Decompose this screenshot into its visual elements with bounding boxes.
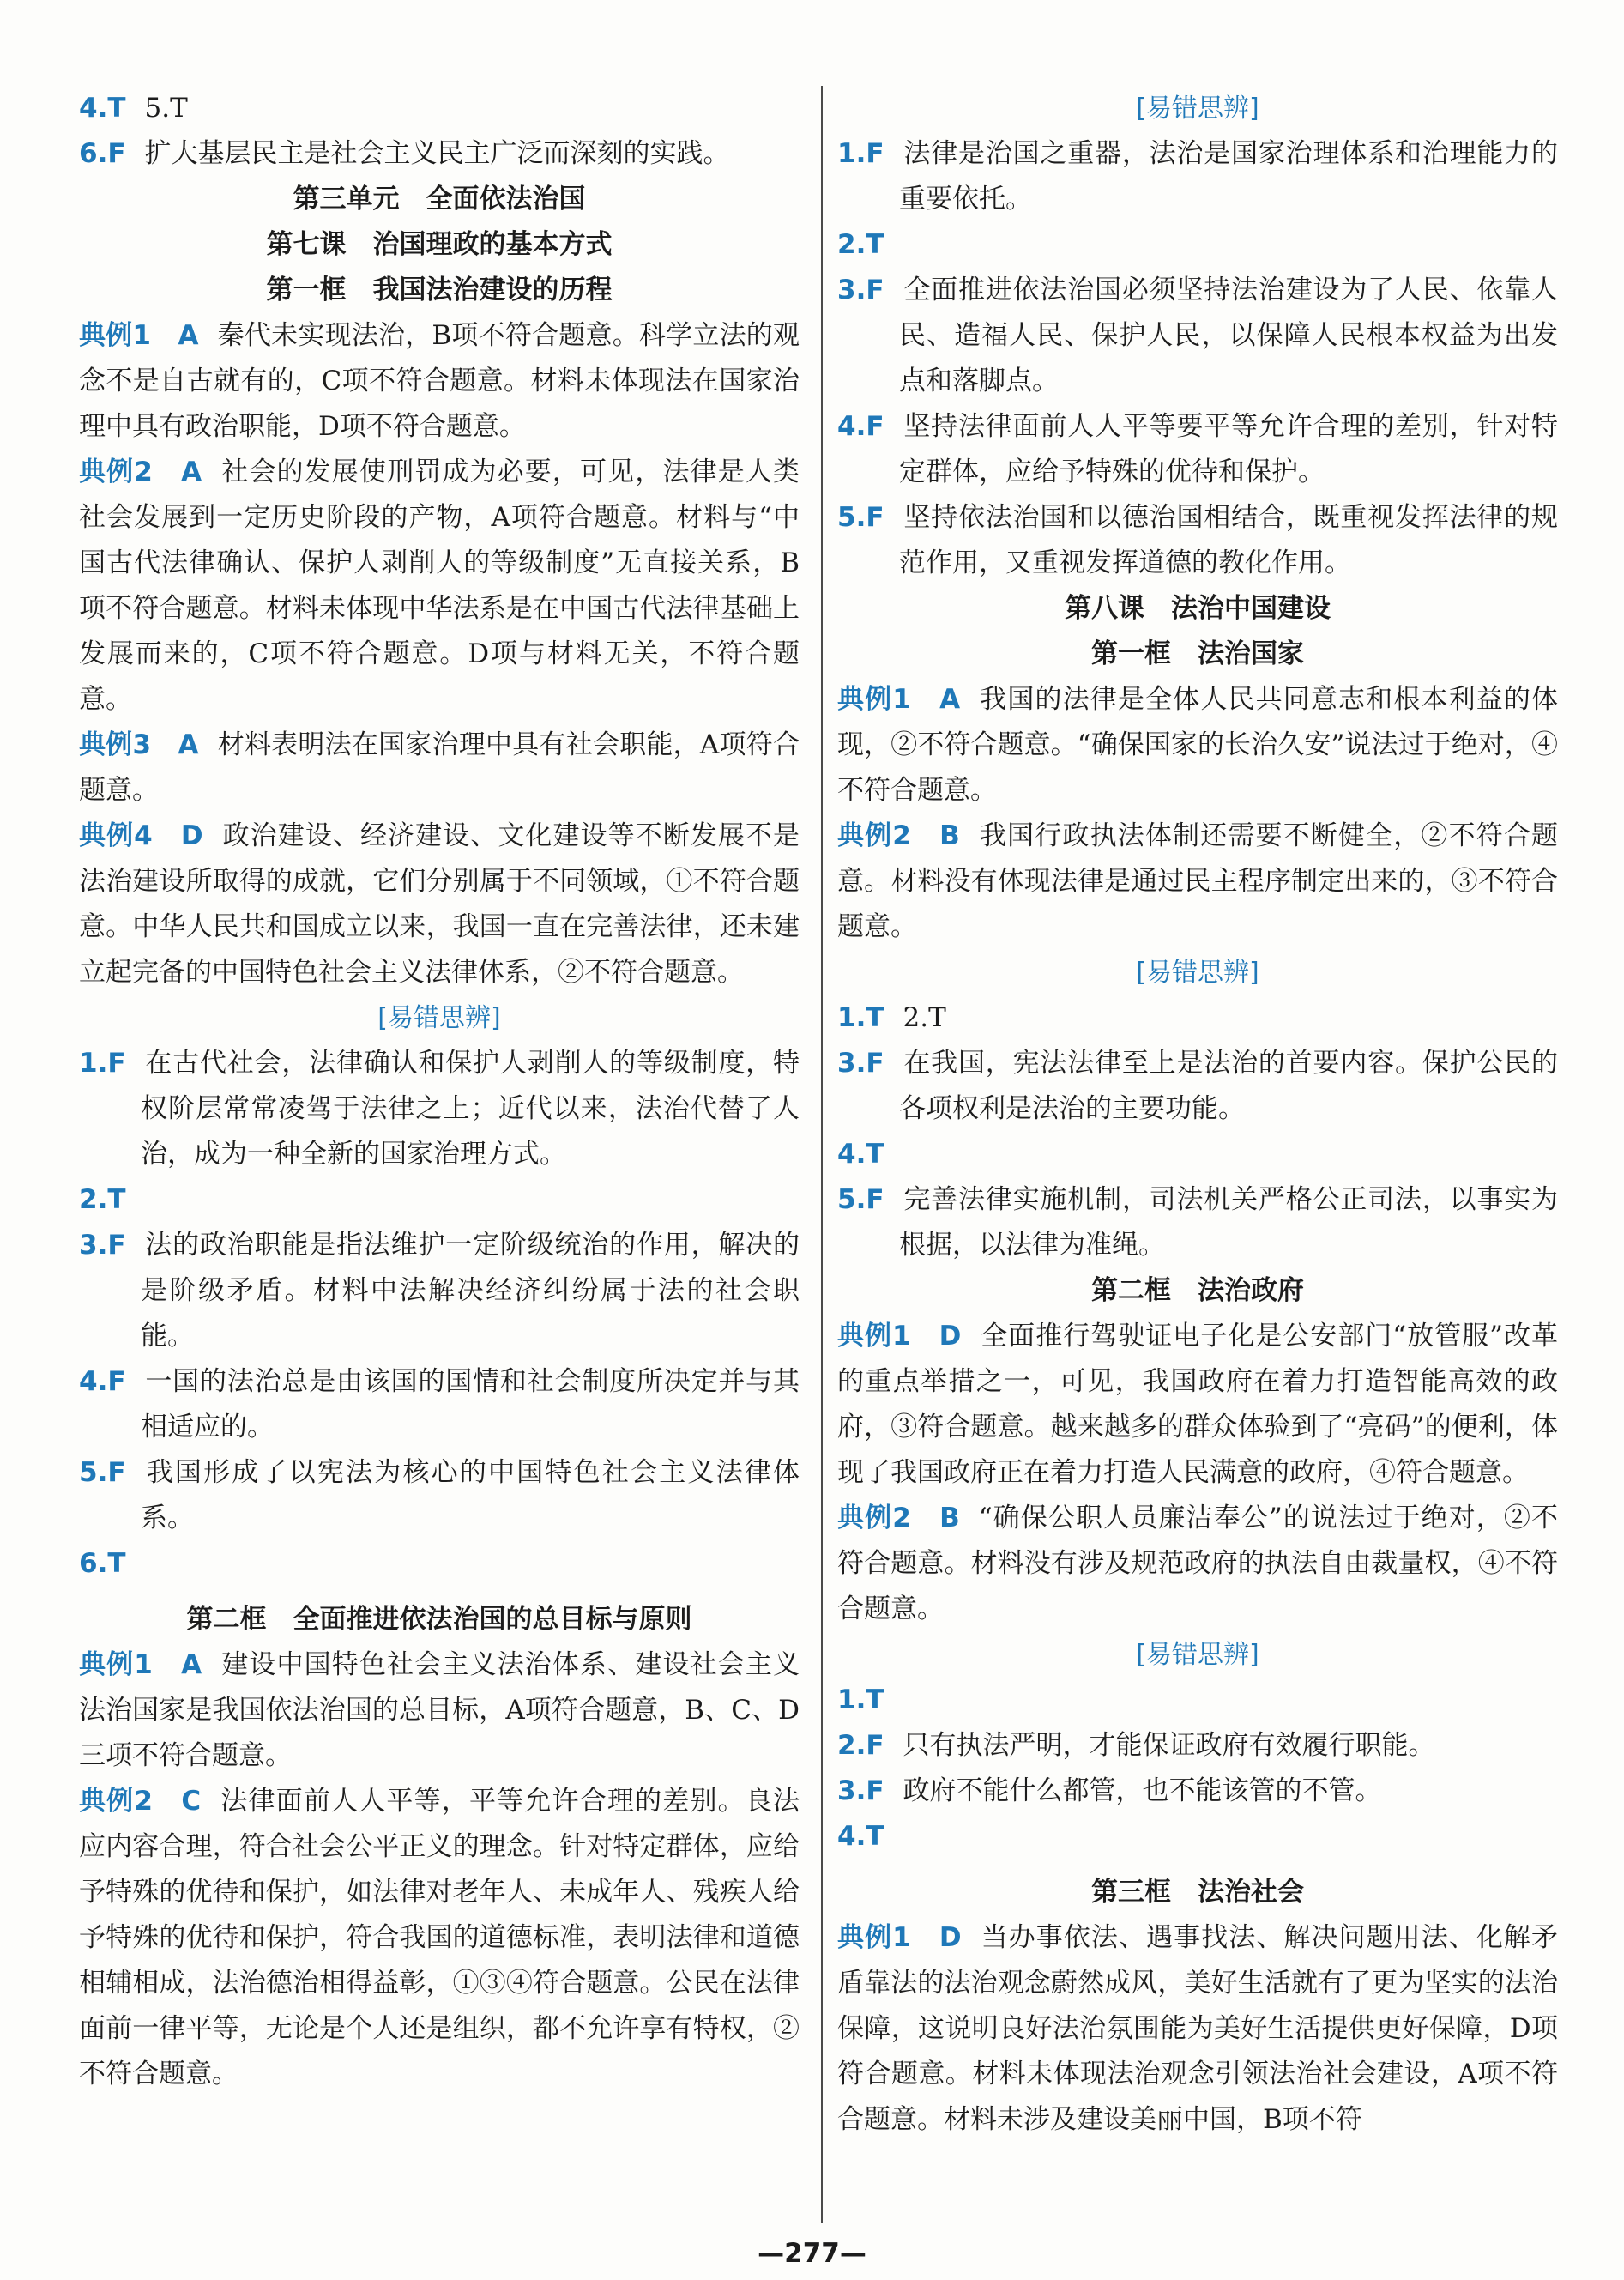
answer-item [837,404,1558,495]
section-heading: 第八课 法治中国建设 [1065,593,1331,624]
answer-item [837,268,1558,404]
answer-label: 2.F [837,1730,884,1761]
answer-item [837,131,1558,222]
example-paragraph [79,813,800,995]
error-analysis-tag: [易错思辨] [1136,94,1259,124]
example-paragraph [79,86,800,131]
example-paragraph [837,995,1558,1041]
answer-item [79,1041,800,1177]
answer-label: 典例1 A [79,1649,202,1680]
answer-label: 3.F [79,1230,126,1261]
answer-text: 我国形成了以宪法为核心的中国特色社会主义法律体系。 [141,1457,800,1533]
answer-text: 扩大基层民主是社会主义民主广泛而深刻的实践。 [144,138,730,169]
answer-text: 一国的法治总是由该国的国情和社会制度所决定并与其相适应的。 [141,1366,800,1442]
answer-text: 法律是治国之重器，法治是国家治理体系和治理能力的重要依托。 [899,138,1558,215]
answer-text: 材料表明法在国家治理中具有社会职能，A项符合题意。 [79,729,800,806]
answer-item [837,1769,1558,1814]
answer-text: 我国的法律是全体人民共同意志和根本利益的体现，②不符合题意。“确保国家的长治久安”说法过于绝对，④不符合题意。 [837,684,1559,806]
example-paragraph [79,1779,800,2097]
answer-item [79,1359,800,1450]
answer-label: 3.F [837,275,884,305]
example-paragraph [79,450,800,723]
answer-label: 典例3 A [79,729,199,760]
answer-text: 当办事依法、遇事找法、解决问题用法、化解矛盾靠法的法治观念蔚然成风，美好生活就有了更为坚实的法治保障，这说明良好法治氛围能为美好生活提供更好保障，D项符合题意。材料未体现法治观念引领法治社会建设，A项不符合题意。材料未涉及建设美丽中国，B项不符 [837,1922,1558,2135]
answer-text: 只有执法严明，才能保证政府有效履行职能。 [903,1730,1435,1761]
answer-label: 1.F [837,138,884,169]
answer-text: 2.T [903,1002,946,1033]
column-divider [821,86,823,2223]
answer-item [837,1177,1558,1268]
answer-text: 秦代未实现法治，B项不符合题意。科学立法的观念不是自古就有的，C项不符合题意。材料未体现法在国家治理中具有政治职能，D项不符合题意。 [79,320,800,442]
answer-text: 我国行政执法体制还需要不断健全，②不符合题意。材料没有体现法律是通过民主程序制定出来的，③不符合题意。 [837,820,1558,942]
answer-item [837,1814,1558,1860]
answer-label: 典例4 D [79,820,203,851]
answer-item [837,495,1558,586]
section-heading: 第一框 我国法治建设的历程 [266,275,613,305]
section-heading: 第三单元 全面依法治国 [293,184,586,215]
error-analysis-tag: [易错思辨] [377,1003,501,1033]
section-heading: 第七课 治国理政的基本方式 [266,229,613,260]
error-analysis-tag: [易错思辨] [1136,1640,1259,1670]
left-column [79,86,800,2097]
answer-text: 政府不能什么都管，也不能该管的不管。 [903,1775,1382,1806]
example-paragraph [79,131,800,177]
answer-label: 1.T [837,1684,884,1715]
example-paragraph [79,313,800,450]
answer-item [79,1450,800,1541]
answer-label: 4.T [837,1139,884,1170]
answer-label: 6.T [79,1548,126,1579]
answer-item [837,222,1558,268]
spacer [79,1587,800,1597]
answer-item [837,1041,1558,1132]
answer-label: 4.T [837,1821,884,1852]
example-paragraph [837,1314,1558,1496]
answer-label: 典例1 A [79,320,199,351]
answer-item [79,1177,800,1223]
answer-label: 典例2 B [837,1503,960,1533]
answer-text: 建设中国特色社会主义法治体系、建设社会主义法治国家是我国依法治国的总目标，A项符合题意，B、C、D三项不符合题意。 [79,1649,800,1771]
spacer [837,1860,1558,1870]
answer-label: 典例1 D [837,1321,962,1352]
answer-label: 典例2 B [837,820,960,851]
answer-text: 全面推进依法治国必须坚持法治建设为了人民、依靠人民、造福人民、保护人民，以保障人民根本权益为出发点和落脚点。 [899,275,1558,396]
page-number: —277— [758,2238,866,2269]
answer-text: 5.T [144,93,188,124]
answer-label: 4.F [79,1366,126,1397]
answer-item [837,1678,1558,1723]
answer-text: 坚持法律面前人人平等要平等允许合理的差别，针对特定群体，应给予特殊的优待和保护。 [899,411,1558,487]
section-heading: 第一框 法治国家 [1091,638,1304,669]
example-paragraph [837,1915,1558,2143]
answer-label: 2.T [79,1184,126,1215]
answer-text: “确保公职人员廉洁奉公”的说法过于绝对，②不符合题意。材料没有涉及规范政府的执法自由裁量权，④不符合题意。 [837,1503,1558,1624]
answer-label: 2.T [837,229,884,260]
example-paragraph [79,723,800,813]
answer-label: 1.F [79,1048,126,1079]
section-heading: 第二框 法治政府 [1091,1275,1304,1306]
answer-item [79,1541,800,1587]
example-paragraph [837,677,1558,813]
answer-label: 4.T [79,93,126,124]
answer-label: 3.F [837,1048,884,1079]
example-paragraph [79,1642,800,1779]
answer-text: 法律面前人人平等，平等允许合理的差别。良法应内容合理，符合社会公平正义的理念。针对特定群体，应给予特殊的优待和保护，如法律对老年人、未成年人、残疾人给予特殊的优待和保护，符合我国的道德标准，表明法律和道德相辅相成，法治德治相得益彰，①③④符合题意。公民在法律面前一律平等，无论是个人还是组织，都不允许享有特权，②不符合题意。 [79,1786,800,2089]
answer-label: 5.F [79,1457,126,1488]
answer-label: 3.F [837,1775,884,1806]
answer-label: 典例2 C [79,1786,202,1817]
answer-label: 4.F [837,411,884,442]
answer-item [837,1723,1558,1769]
section-heading: 第三框 法治社会 [1091,1877,1304,1908]
answer-text: 在我国，宪法法律至上是法治的首要内容。保护公民的各项权利是法治的主要功能。 [899,1048,1558,1124]
answer-label: 典例1 D [837,1922,962,1953]
answer-label: 典例1 A [837,684,961,715]
answer-text: 在古代社会，法律确认和保护人剥削人的等级制度，特权阶层常常凌驾于法律之上；近代以来，法治代替了人治，成为一种全新的国家治理方式。 [141,1048,800,1170]
answer-item [837,1132,1558,1177]
answer-text: 完善法律实施机制，司法机关严格公正司法，以事实为根据，以法律为准绳。 [899,1184,1558,1261]
example-paragraph [837,1496,1558,1632]
right-column [837,86,1558,2143]
answer-label: 5.F [837,502,884,533]
answer-text: 政治建设、经济建设、文化建设等不断发展不是法治建设所取得的成就，它们分别属于不同领域，①不符合题意。中华人民共和国成立以来，我国一直在完善法律，还未建立起完备的中国特色社会主义法律体系，②不符合题意。 [79,820,800,988]
answer-label: 6.F [79,138,126,169]
answer-text: 全面推行驾驶证电子化是公安部门“放管服”改革的重点举措之一，可见，我国政府在着力打造智能高效的政府，③符合题意。越来越多的群众体验到了“亮码”的便利，体现了我国政府正在着力打造人民满意的政府，④符合题意。 [837,1321,1558,1488]
answer-text: 坚持依法治国和以德治国相结合，既重视发挥法律的规范作用，又重视发挥道德的教化作用。 [899,502,1558,578]
answer-text: 法的政治职能是指法维护一定阶级统治的作用，解决的是阶级矛盾。材料中法解决经济纠纷属于法的社会职能。 [141,1230,800,1352]
answer-label: 典例2 A [79,457,202,487]
answer-label: 1.T [837,1002,884,1033]
example-paragraph [837,813,1558,950]
error-analysis-tag: [易错思辨] [1136,958,1259,988]
answer-item [79,1223,800,1359]
answer-label: 5.F [837,1184,884,1215]
answer-text: 社会的发展使刑罚成为必要，可见，法律是人类社会发展到一定历史阶段的产物，A项符合题意。材料与“中国古代法律确认、保护人剥削人的等级制度”无直接关系，B项不符合题意。材料未体现中华法系是在中国古代法律基础上发展而来的，C项不符合题意。D项与材料无关，不符合题意。 [79,457,800,715]
section-heading: 第二框 全面推进依法治国的总目标与原则 [186,1604,692,1635]
